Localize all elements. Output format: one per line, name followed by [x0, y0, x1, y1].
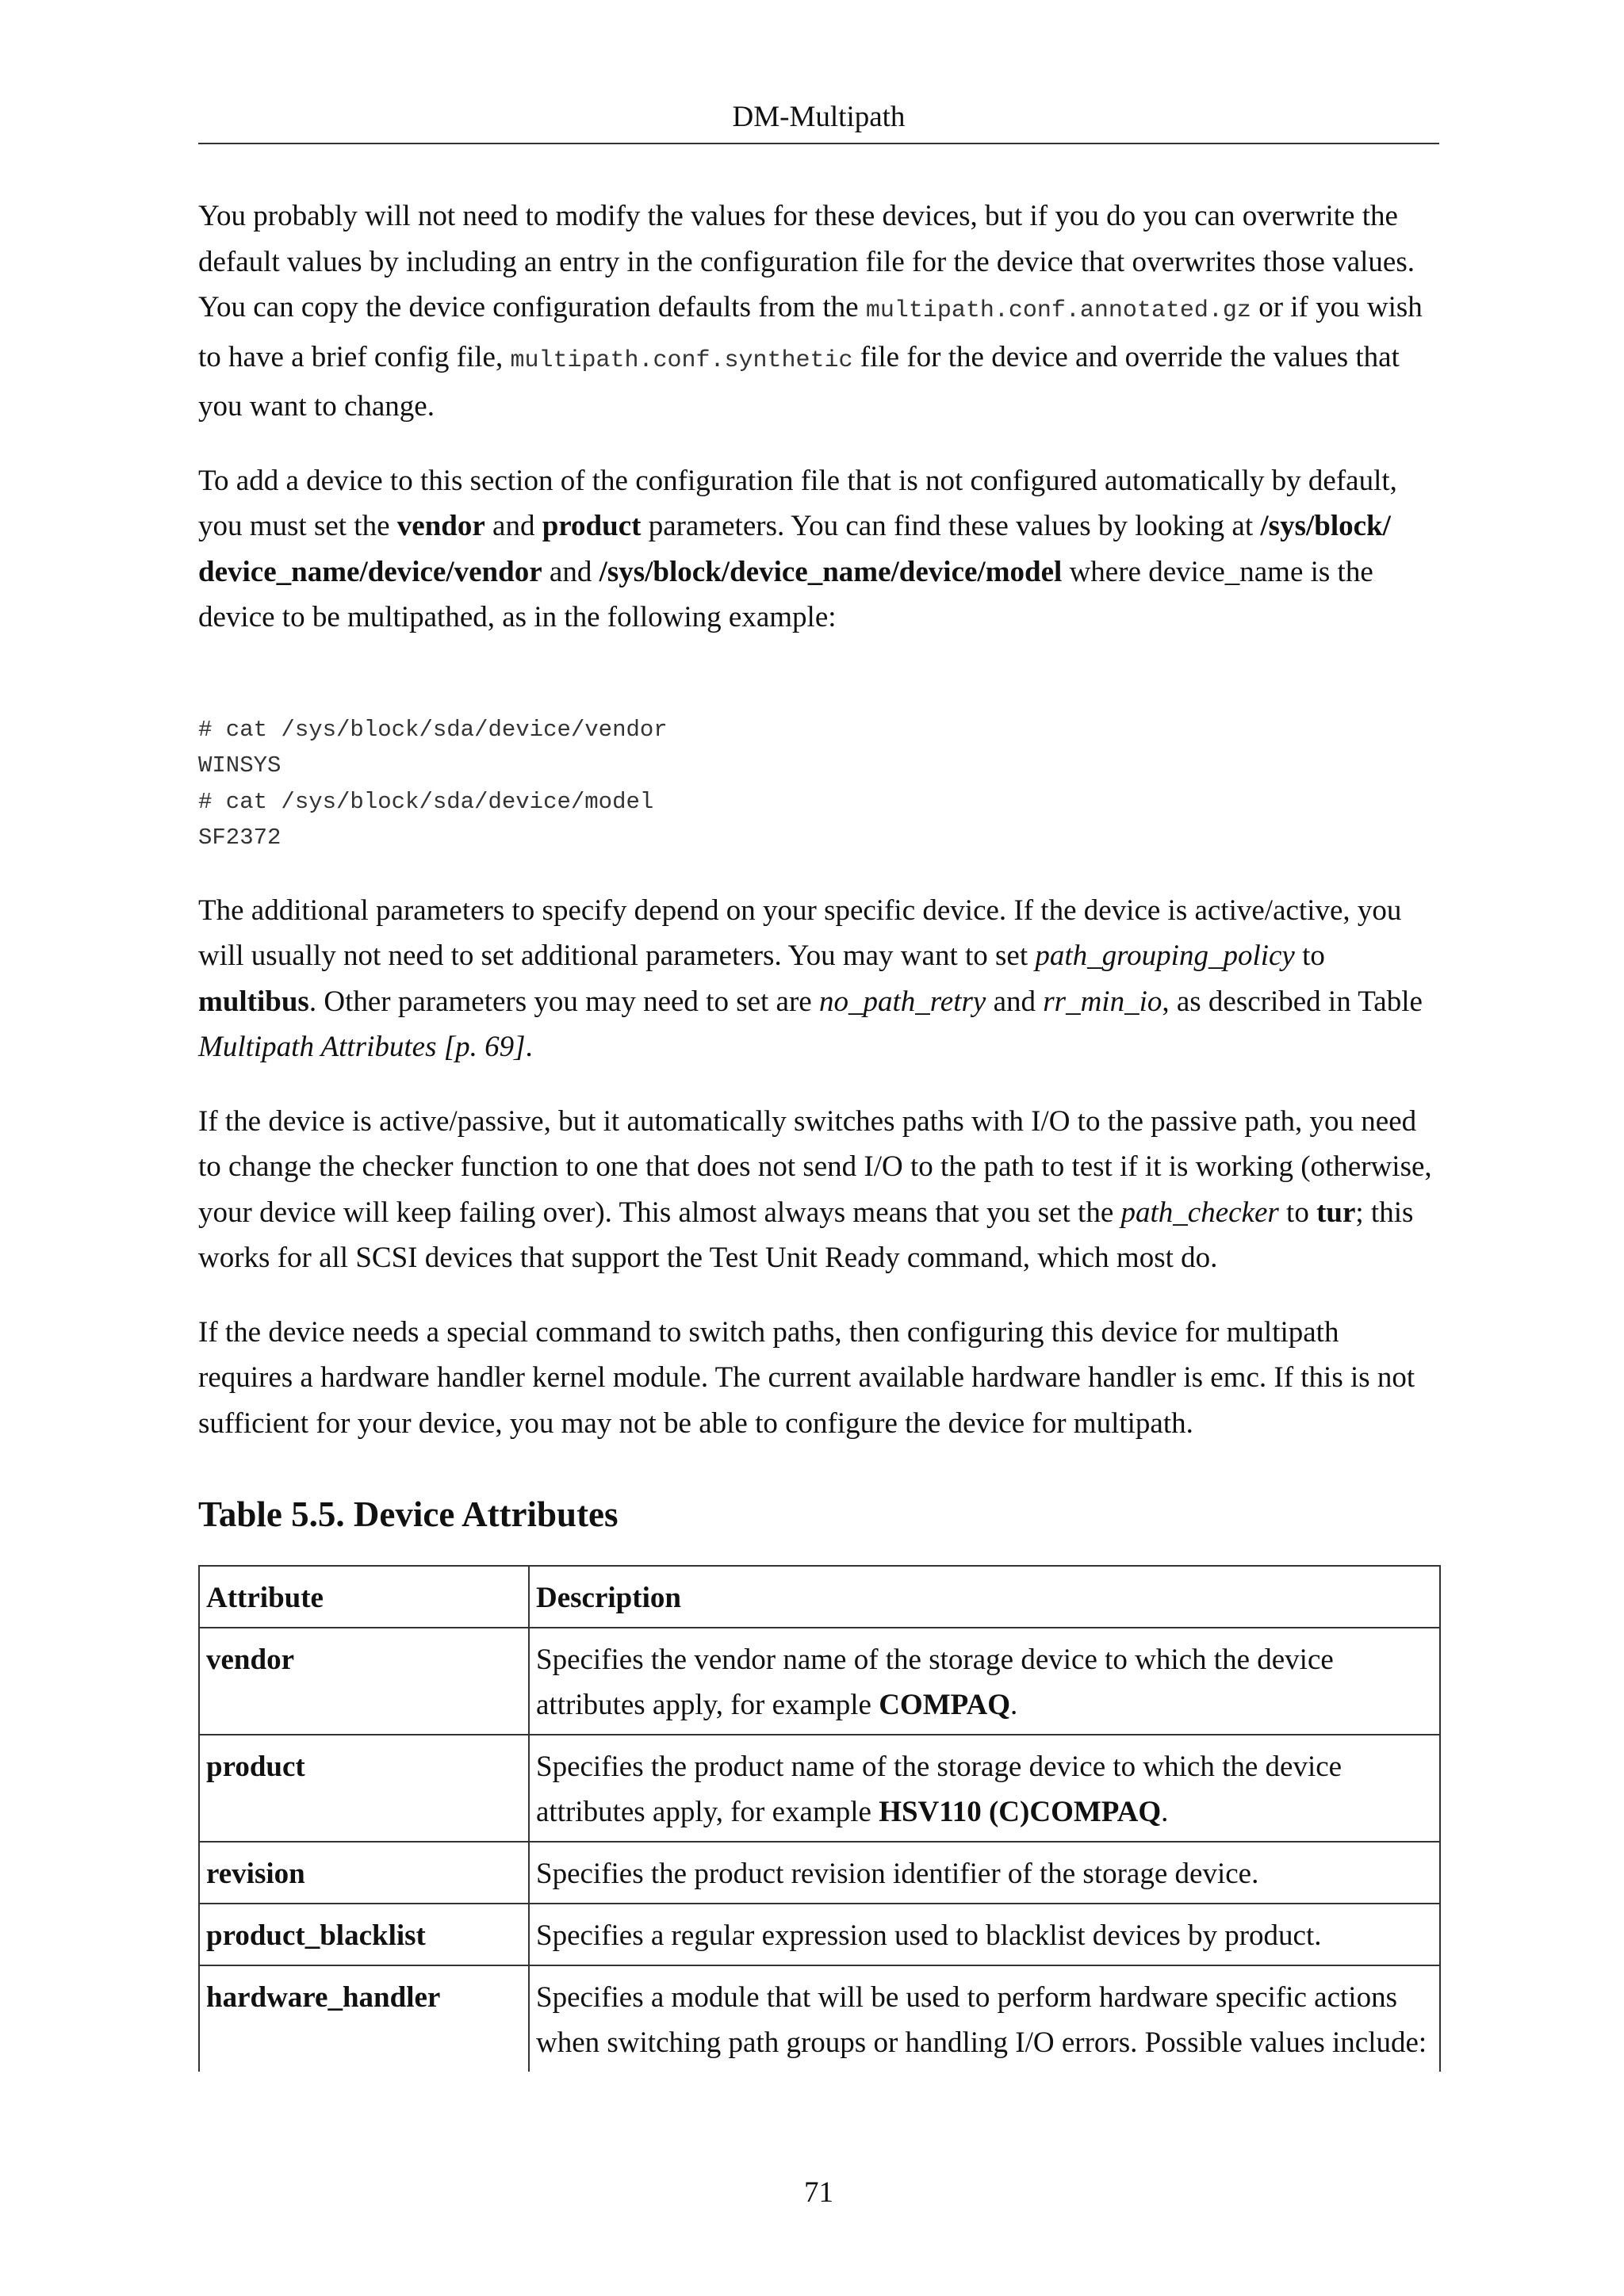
attribute-name: vendor [199, 1628, 529, 1735]
text-run: To add a device to this section of the configuration file that is not configured automatically by default, you must set the [198, 464, 1397, 542]
text-run: where device_name is the device to be multipathed, as in the following example: [198, 555, 1373, 633]
text-run: file for the device and override the values that you want to change. [198, 340, 1400, 423]
page-number: 71 [804, 2176, 833, 2209]
model-sysfs-path: /sys/block/device_name/device/model [599, 555, 1063, 588]
text-run: and [986, 985, 1044, 1018]
text-run: ; this works for all SCSI devices that support the Test Unit Ready command, which most do. [198, 1196, 1414, 1274]
text-run: and [542, 555, 599, 588]
text-run: Specifies the vendor name of the storage device to which the device attributes apply, for example [536, 1644, 1334, 1721]
attribute-name: hardware_handler [199, 1965, 529, 2072]
attribute-description: Specifies the product revision identifier of the storage device. [529, 1842, 1440, 1904]
attribute-name: revision [199, 1842, 529, 1904]
column-header-attribute: Attribute [199, 1566, 529, 1628]
header-rule [198, 143, 1439, 144]
paragraph-modify-defaults [198, 193, 1439, 430]
table-title: Table 5.5. Device Attributes [198, 1494, 619, 1534]
tur-term: tur [1316, 1196, 1356, 1229]
code-line: # cat /sys/block/sda/device/model [198, 788, 654, 815]
paragraph-active-passive [198, 1099, 1439, 1281]
path-grouping-policy-term: path_grouping_policy [1035, 939, 1295, 972]
page-body [198, 193, 1439, 2072]
text-run: The additional parameters to specify depend on your specific device. If the device is active/active, you will usually not need to set additional parameters. You may want to set [198, 894, 1402, 972]
text-run: . [1009, 1689, 1018, 1721]
text-run: parameters. You can find these values by looking at [641, 510, 1261, 542]
column-header-description: Description [529, 1566, 1440, 1628]
table-header-row [199, 1566, 1440, 1628]
example-value: COMPAQ [879, 1689, 1010, 1721]
attribute-description: Specifies a regular expression used to blacklist devices by product. [529, 1904, 1440, 1965]
multibus-term: multibus [198, 985, 309, 1018]
paragraph-additional-parameters [198, 888, 1439, 1070]
attribute-name: product_blacklist [199, 1904, 529, 1965]
attribute-description [529, 1628, 1440, 1735]
attribute-description: Specifies a module that will be used to perform hardware specific actions when switching path groups or handling I/O errors. Possible values include: [529, 1965, 1440, 2072]
code-line: WINSYS [198, 752, 282, 779]
text-run: You probably will not need to modify the values for these devices, but if you do you can overwrite the default values by including an entry in the configuration file for the device that overwrites those values. You can copy the device configuration defaults from the [198, 200, 1415, 323]
text-run: , as described in Table [1162, 985, 1423, 1018]
text-run: If the device is active/passive, but it automatically switches paths with I/O to the passive path, you need to change the checker function to one that does not send I/O to the path to test if it is working (otherwise, your device will keep failing over). This almost always means that you set the [198, 1104, 1432, 1229]
attribute-description [529, 1735, 1440, 1842]
table-row [199, 1628, 1440, 1735]
paragraph-hardware-handler: If the device needs a special command to switch paths, then configuring this device for multipath requires a hardware handler kernel module. The current available hardware handler is emc. If this is not sufficient for your device, you may not be able to configure the device for multipath. [198, 1315, 1415, 1440]
paragraph-add-device [198, 458, 1439, 641]
table-row [199, 1965, 1440, 2072]
text-run: and [485, 510, 542, 542]
synthetic-config-filename: multipath.conf.synthetic [510, 346, 853, 374]
vendor-term: vendor [396, 510, 485, 542]
text-run: to [1278, 1196, 1317, 1229]
table-row [199, 1735, 1440, 1842]
no-path-retry-term: no_path_retry [818, 985, 986, 1018]
code-example [198, 712, 1439, 856]
vendor-sysfs-path: /sys/block/ device_name/device/vendor [198, 510, 1391, 588]
example-value: HSV110 (C)COMPAQ [879, 1796, 1162, 1828]
text-run: . [525, 1031, 533, 1063]
multipath-attributes-link[interactable]: Multipath Attributes [p. 69] [198, 1031, 526, 1063]
product-term: product [542, 510, 642, 542]
path-checker-term: path_checker [1120, 1196, 1279, 1229]
text-run: to [1294, 939, 1325, 972]
text-run: or if you wish to have a brief config file, [198, 291, 1423, 373]
device-attributes-table [198, 1565, 1441, 2072]
code-line: SF2372 [198, 825, 282, 851]
running-header: DM-Multipath [732, 101, 906, 133]
annotated-config-filename: multipath.conf.annotated.gz [865, 297, 1251, 324]
text-run: . Other parameters you may need to set are [308, 985, 819, 1018]
table-row [199, 1904, 1440, 1965]
rr-min-io-term: rr_min_io [1043, 985, 1162, 1018]
code-line: # cat /sys/block/sda/device/vendor [198, 716, 668, 743]
attribute-name: product [199, 1735, 529, 1842]
table-row [199, 1842, 1440, 1904]
text-run: Specifies the product name of the storage device to which the device attributes apply, for example [536, 1751, 1342, 1828]
text-run: . [1161, 1796, 1169, 1828]
